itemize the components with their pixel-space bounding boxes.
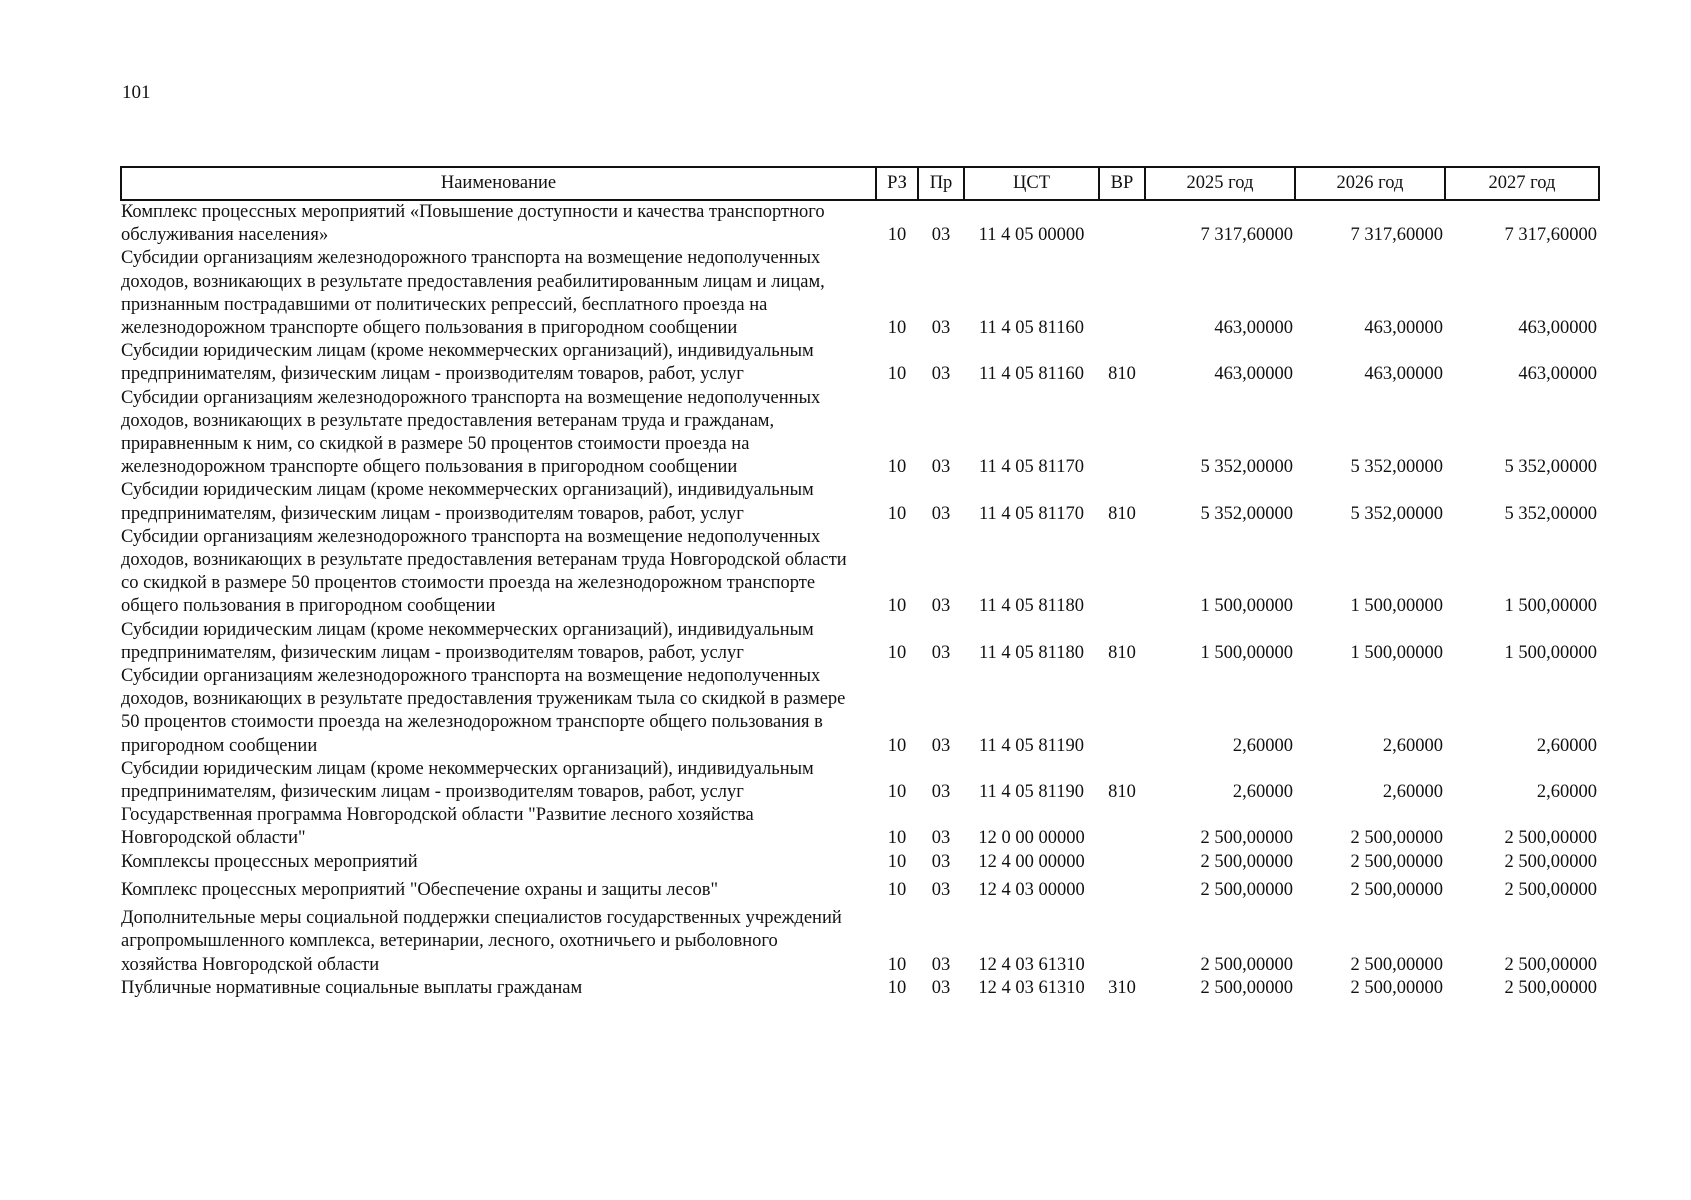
budget-table bbox=[120, 166, 1600, 1005]
cell-rz: 10 bbox=[887, 954, 907, 975]
cell-cst: 11 4 05 00000 bbox=[978, 225, 1085, 246]
cell-name: Субсидии организациям железнодорожного транспорта на возмещение недополученных доходов, возникающих в результате предоставления труженикам тыла со скидкой в размере 50 процентов стоимости проезда на железнодорожном транспорте общего пользования в пригородном сообщении bbox=[121, 666, 846, 756]
header-cst: ЦСТ bbox=[964, 167, 1099, 200]
cell-cst: 12 4 00 00000 bbox=[978, 851, 1085, 872]
cell-2027: 2,60000 bbox=[1536, 782, 1597, 803]
cell-2027: 463,00000 bbox=[1518, 364, 1597, 385]
table-row bbox=[121, 879, 1599, 907]
cell-rz: 10 bbox=[887, 596, 907, 617]
cell-pr: 03 bbox=[931, 318, 951, 339]
table-row bbox=[121, 851, 1599, 879]
cell-pr: 03 bbox=[931, 596, 951, 617]
cell-2026: 2 500,00000 bbox=[1350, 851, 1443, 872]
table-row bbox=[121, 526, 1599, 619]
cell-vr bbox=[1099, 387, 1145, 480]
cell-rz: 10 bbox=[887, 642, 907, 663]
cell-rz: 10 bbox=[887, 225, 907, 246]
cell-rz: 10 bbox=[887, 735, 907, 756]
cell-2027: 2,60000 bbox=[1536, 735, 1597, 756]
cell-cst: 12 4 03 61310 bbox=[978, 954, 1085, 975]
cell-rz: 10 bbox=[887, 364, 907, 385]
cell-pr: 03 bbox=[931, 735, 951, 756]
cell-2025: 463,00000 bbox=[1214, 318, 1293, 339]
cell-2026: 2 500,00000 bbox=[1350, 828, 1443, 849]
cell-vr: 810 bbox=[1108, 642, 1136, 663]
cell-vr bbox=[1099, 879, 1145, 907]
cell-name: Субсидии организациям железнодорожного транспорта на возмещение недополученных доходов, возникающих в результате предоставления реабилитированным лицам и лицам, признанным пострадавшими от политических репрессий, бесплатного проезда на железнодорожном транспорте общего пользования в пригородном сообщении bbox=[121, 248, 825, 339]
cell-cst: 11 4 05 81180 bbox=[978, 596, 1084, 617]
cell-2025: 2,60000 bbox=[1232, 735, 1293, 756]
cell-pr: 03 bbox=[931, 954, 951, 975]
cell-name: Комплекс процессных мероприятий «Повышение доступности и качества транспортного обслуживания населения» bbox=[121, 202, 825, 246]
cell-pr: 03 bbox=[931, 977, 951, 998]
cell-rz: 10 bbox=[887, 457, 907, 478]
cell-pr: 03 bbox=[931, 364, 951, 385]
cell-name: Государственная программа Новгородской области "Развитие лесного хозяйства Новгородской области" bbox=[121, 805, 754, 849]
cell-2026: 1 500,00000 bbox=[1350, 596, 1443, 617]
cell-2025: 2 500,00000 bbox=[1200, 977, 1293, 998]
page-number: 101 bbox=[122, 82, 151, 103]
cell-2026: 5 352,00000 bbox=[1350, 503, 1443, 524]
cell-2025: 2 500,00000 bbox=[1200, 879, 1293, 900]
header-vr: ВР bbox=[1099, 167, 1145, 200]
table-row bbox=[121, 479, 1599, 525]
table-row bbox=[121, 247, 1599, 340]
cell-2027: 2 500,00000 bbox=[1504, 828, 1597, 849]
cell-2026: 2 500,00000 bbox=[1350, 977, 1443, 998]
cell-rz: 10 bbox=[887, 503, 907, 524]
cell-2025: 2,60000 bbox=[1232, 782, 1293, 803]
table-header-row bbox=[121, 167, 1599, 200]
cell-vr: 810 bbox=[1108, 782, 1136, 803]
table-row bbox=[121, 665, 1599, 758]
cell-2025: 463,00000 bbox=[1214, 364, 1293, 385]
cell-2025: 7 317,60000 bbox=[1200, 225, 1293, 246]
cell-cst: 12 0 00 00000 bbox=[978, 828, 1085, 849]
cell-rz: 10 bbox=[887, 977, 907, 998]
cell-cst: 11 4 05 81160 bbox=[978, 318, 1084, 339]
cell-pr: 03 bbox=[931, 828, 951, 849]
table-row bbox=[121, 804, 1599, 850]
table-row bbox=[121, 387, 1599, 480]
header-rz: РЗ bbox=[876, 167, 918, 200]
cell-name: Комплексы процессных мероприятий bbox=[121, 851, 418, 872]
cell-vr bbox=[1099, 526, 1145, 619]
header-pr: Пр bbox=[918, 167, 964, 200]
table-row bbox=[121, 200, 1599, 247]
cell-2025: 1 500,00000 bbox=[1200, 596, 1293, 617]
cell-2027: 5 352,00000 bbox=[1504, 503, 1597, 524]
cell-rz: 10 bbox=[887, 782, 907, 803]
cell-2026: 463,00000 bbox=[1364, 364, 1443, 385]
cell-2026: 2,60000 bbox=[1382, 735, 1443, 756]
cell-name: Субсидии юридическим лицам (кроме некоммерческих организаций), индивидуальным предпринимателям, физическим лицам - производителям товаров, работ, услуг bbox=[121, 341, 814, 385]
cell-vr: 810 bbox=[1108, 503, 1136, 524]
cell-vr: 310 bbox=[1108, 977, 1136, 998]
cell-2027: 1 500,00000 bbox=[1504, 596, 1597, 617]
cell-2027: 463,00000 bbox=[1518, 318, 1597, 339]
cell-pr: 03 bbox=[931, 503, 951, 524]
cell-cst: 12 4 03 61310 bbox=[978, 977, 1085, 998]
cell-2026: 2 500,00000 bbox=[1350, 879, 1443, 900]
cell-2026: 5 352,00000 bbox=[1350, 457, 1443, 478]
cell-cst: 12 4 03 00000 bbox=[978, 879, 1085, 900]
cell-pr: 03 bbox=[931, 851, 951, 872]
cell-2027: 5 352,00000 bbox=[1504, 457, 1597, 478]
cell-cst: 11 4 05 81190 bbox=[978, 735, 1084, 756]
cell-name: Субсидии юридическим лицам (кроме некоммерческих организаций), индивидуальным предпринимателям, физическим лицам - производителям товаров, работ, услуг bbox=[121, 758, 814, 803]
cell-2027: 2 500,00000 bbox=[1504, 954, 1597, 975]
cell-rz: 10 bbox=[887, 851, 907, 872]
cell-2027: 7 317,60000 bbox=[1504, 225, 1597, 246]
header-name: Наименование bbox=[121, 167, 876, 200]
table-row bbox=[121, 758, 1599, 804]
cell-rz: 10 bbox=[887, 828, 907, 849]
table-row bbox=[121, 619, 1599, 665]
cell-cst: 11 4 05 81180 bbox=[978, 642, 1084, 663]
cell-2025: 2 500,00000 bbox=[1200, 828, 1293, 849]
table-row bbox=[121, 907, 1599, 977]
cell-pr: 03 bbox=[931, 225, 951, 246]
cell-vr: 810 bbox=[1108, 364, 1136, 385]
cell-pr: 03 bbox=[931, 782, 951, 803]
cell-2027: 2 500,00000 bbox=[1504, 977, 1597, 998]
cell-2027: 2 500,00000 bbox=[1504, 879, 1597, 900]
cell-2025: 5 352,00000 bbox=[1200, 457, 1293, 478]
cell-2027: 2 500,00000 bbox=[1504, 851, 1597, 872]
cell-2026: 7 317,60000 bbox=[1350, 225, 1443, 246]
cell-2026: 463,00000 bbox=[1364, 318, 1443, 339]
cell-vr bbox=[1099, 907, 1145, 977]
cell-2025: 5 352,00000 bbox=[1200, 503, 1293, 524]
table-row bbox=[121, 340, 1599, 386]
cell-2025: 2 500,00000 bbox=[1200, 954, 1293, 975]
cell-rz: 10 bbox=[887, 879, 907, 900]
cell-cst: 11 4 05 81170 bbox=[978, 503, 1084, 524]
cell-vr bbox=[1099, 804, 1145, 850]
cell-vr bbox=[1099, 247, 1145, 340]
cell-2026: 2,60000 bbox=[1382, 782, 1443, 803]
table-body bbox=[121, 200, 1599, 1005]
cell-pr: 03 bbox=[931, 457, 951, 478]
header-2026: 2026 год bbox=[1295, 167, 1445, 200]
cell-rz: 10 bbox=[887, 318, 907, 339]
cell-cst: 11 4 05 81190 bbox=[978, 782, 1084, 803]
cell-name: Субсидии юридическим лицам (кроме некоммерческих организаций), индивидуальным предпринимателям, физическим лицам - производителям товаров, работ, услуг bbox=[121, 619, 814, 663]
cell-name: Субсидии организациям железнодорожного транспорта на возмещение недополученных доходов, возникающих в результате предоставления ветеранам труда и гражданам, приравненным к ним, со скидкой в размере 50 процентов стоимости проезда на железнодорожном транспорте общего пользования в пригородном сообщении bbox=[121, 387, 821, 478]
cell-pr: 03 bbox=[931, 879, 951, 900]
cell-2027: 1 500,00000 bbox=[1504, 642, 1597, 663]
cell-name: Публичные нормативные социальные выплаты гражданам bbox=[121, 977, 583, 998]
cell-cst: 11 4 05 81160 bbox=[978, 364, 1084, 385]
header-2027: 2027 год bbox=[1445, 167, 1599, 200]
cell-cst: 11 4 05 81170 bbox=[978, 457, 1084, 478]
cell-2026: 2 500,00000 bbox=[1350, 954, 1443, 975]
cell-name: Субсидии организациям железнодорожного транспорта на возмещение недополученных доходов, возникающих в результате предоставления ветеранам труда Новгородской области со скидкой в размере 50 процентов стоимости проезда на железнодорожном транспорте общего пользования в пригородном сообщении bbox=[121, 526, 847, 617]
cell-name: Субсидии юридическим лицам (кроме некоммерческих организаций), индивидуальным предпринимателям, физическим лицам - производителям товаров, работ, услуг bbox=[121, 480, 814, 524]
cell-name: Дополнительные меры социальной поддержки специалистов государственных учреждений агропромышленного комплекса, ветеринарии, лесного, охотничьего и рыболовного хозяйства Новгородской области bbox=[121, 908, 842, 975]
cell-pr: 03 bbox=[931, 642, 951, 663]
cell-2025: 2 500,00000 bbox=[1200, 851, 1293, 872]
cell-2026: 1 500,00000 bbox=[1350, 642, 1443, 663]
table-row bbox=[121, 977, 1599, 1005]
cell-name: Комплекс процессных мероприятий "Обеспечение охраны и защиты лесов" bbox=[121, 879, 719, 900]
cell-vr bbox=[1099, 200, 1145, 247]
cell-vr bbox=[1099, 851, 1145, 879]
cell-2025: 1 500,00000 bbox=[1200, 642, 1293, 663]
header-2025: 2025 год bbox=[1145, 167, 1295, 200]
cell-vr bbox=[1099, 665, 1145, 758]
